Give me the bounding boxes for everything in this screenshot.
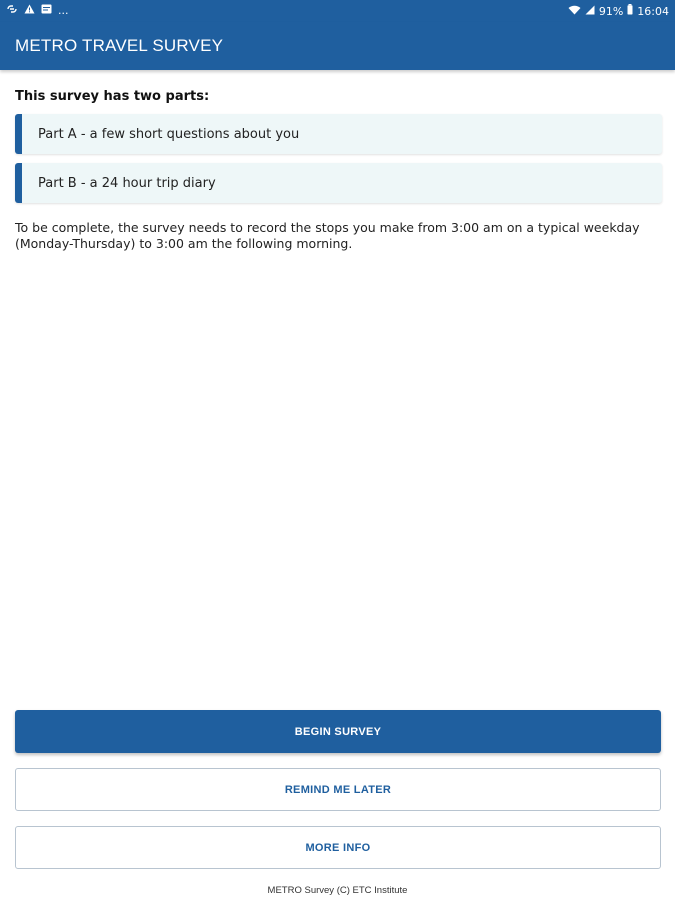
more-notifications-dots: ...	[58, 4, 69, 17]
remind-me-later-button[interactable]: REMIND ME LATER	[15, 768, 661, 811]
app-bar	[0, 22, 675, 70]
signal-icon	[585, 5, 595, 19]
intro-heading: This survey has two parts:	[15, 89, 210, 104]
alert-icon	[24, 4, 35, 18]
battery-icon	[627, 4, 633, 19]
app-title: METRO TRAVEL SURVEY	[15, 36, 224, 55]
part-b-accent-bar	[15, 163, 22, 203]
clock-time: 16:04	[637, 4, 669, 18]
status-notifications	[6, 4, 69, 18]
more-info-button[interactable]: MORE INFO	[15, 826, 661, 869]
battery-percent: 91%	[598, 4, 624, 18]
part-a-card	[15, 114, 662, 154]
message-icon	[41, 4, 52, 18]
wifi-icon	[568, 5, 581, 19]
begin-survey-button[interactable]: BEGIN SURVEY	[15, 710, 661, 753]
survey-description: To be complete, the survey needs to record the stops you make from 3:00 am on a typical weekday (Monday-Thursday) to 3:00 am the following morning.	[15, 220, 640, 251]
footer-copyright: METRO Survey (C) ETC Institute	[267, 885, 408, 896]
part-a-label: Part A - a few short questions about you	[38, 127, 300, 142]
status-system	[568, 4, 669, 19]
part-a-accent-bar	[15, 114, 22, 154]
link-icon	[6, 4, 18, 18]
status-bar	[0, 0, 675, 22]
part-b-card	[15, 163, 662, 203]
part-b-label: Part B - a 24 hour trip diary	[38, 176, 216, 191]
